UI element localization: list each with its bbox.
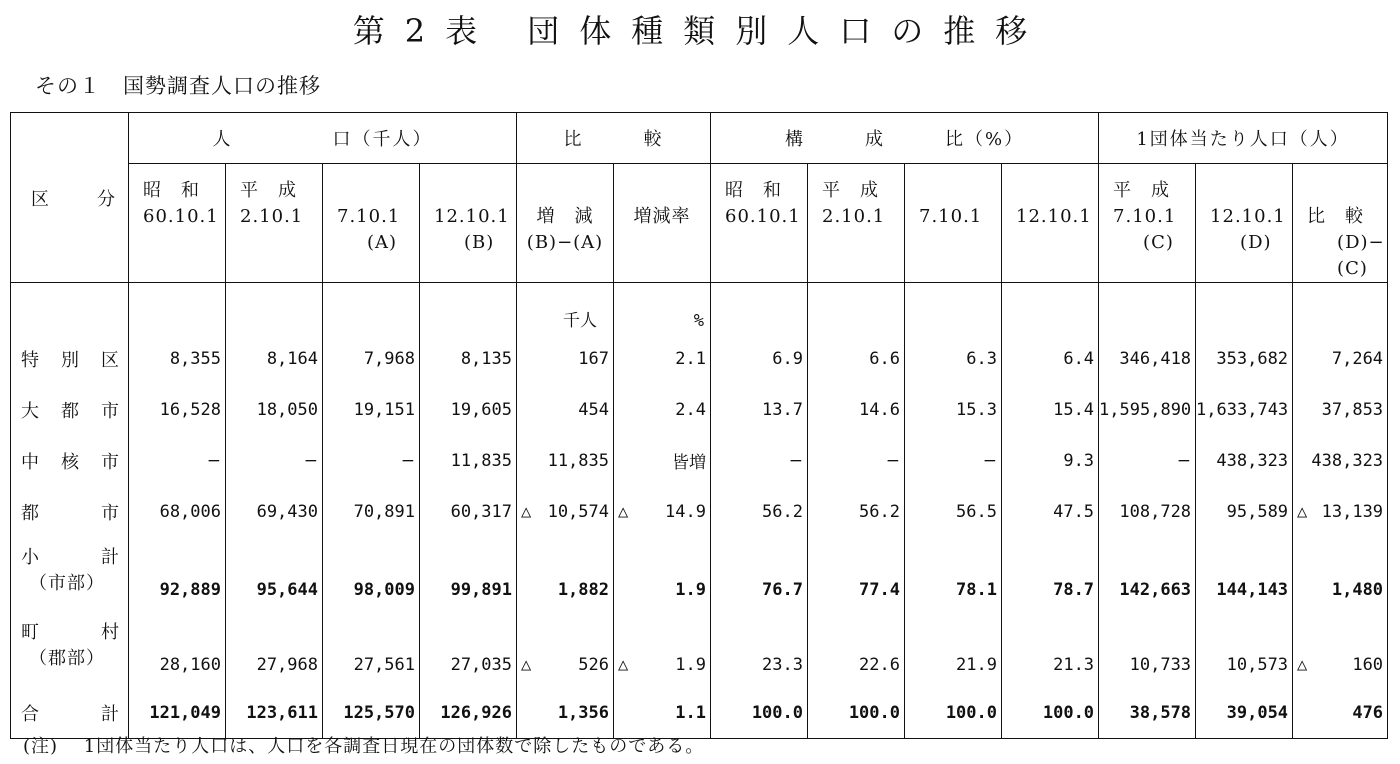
table-cell [420, 687, 517, 739]
cell-value: 346,418 [1119, 348, 1192, 369]
cell-value: 98,009 [353, 580, 415, 600]
cell-value: 526 [578, 655, 609, 675]
table-cell [905, 435, 1002, 486]
pop-col-header-3 [420, 164, 517, 283]
population-table [10, 112, 1388, 739]
table-cell [711, 537, 808, 612]
table-cell [226, 333, 323, 384]
header-ratio: 構 成 比（%） [711, 113, 1099, 164]
header-line-l2: 比 較 [1307, 206, 1365, 227]
row-label-main: 合 計 [21, 703, 121, 725]
cell-value: 8,135 [460, 348, 512, 369]
cell-value: 16,528 [159, 399, 221, 420]
table-cell [1002, 612, 1099, 687]
table-cell [1196, 687, 1293, 739]
cmp-col-header-1 [614, 164, 711, 283]
table-cell [323, 687, 420, 739]
cell-value: 13.7 [762, 399, 803, 420]
header-line-l1: 平 成 [240, 180, 297, 201]
header-line-l1 [517, 178, 613, 204]
cell-value: 77.4 [859, 580, 900, 600]
row-label [11, 687, 129, 739]
table-cell [711, 612, 808, 687]
cell-value: − [400, 450, 415, 471]
pop-col-header-1 [226, 164, 323, 283]
table-cell [614, 537, 711, 612]
table-cell [1196, 384, 1293, 435]
cell-value: 11,835 [450, 450, 512, 471]
cell-value: 438,323 [1311, 450, 1384, 471]
cell-value: 2.1 [675, 348, 706, 369]
cell-value: 56.2 [762, 501, 803, 522]
row-label [11, 333, 129, 384]
unit-cell [1293, 283, 1388, 334]
table-cell [808, 435, 905, 486]
cell-value: 121,049 [149, 702, 221, 723]
header-line-l3 [143, 230, 225, 256]
table-cell [517, 384, 614, 435]
row-label [11, 537, 129, 612]
cell-value: 27,968 [256, 655, 318, 675]
unit-cell [226, 283, 323, 334]
cell-value: 60,317 [450, 501, 512, 522]
cell-value: 38,578 [1129, 702, 1192, 723]
table-cell [1196, 333, 1293, 384]
header-line-l3 [614, 230, 710, 256]
table-cell [129, 537, 226, 612]
row-label [11, 486, 129, 537]
table-cell [226, 537, 323, 612]
cell-value: 476 [1352, 702, 1384, 723]
header-line-l1: 昭 和 [725, 180, 782, 201]
table-cell [808, 384, 905, 435]
cell-value: 23.3 [762, 655, 803, 675]
table-cell [905, 612, 1002, 687]
table-cell [1293, 486, 1388, 537]
table-cell [1099, 435, 1196, 486]
header-line-l3 [822, 230, 904, 256]
header-line-l2: 2.10.1 [822, 206, 886, 227]
row-label-sub: （郡部） [29, 648, 105, 669]
table-row [11, 486, 1388, 537]
per-col-header-0 [1099, 164, 1196, 283]
header-line-l1 [1016, 178, 1098, 204]
cell-value: 1,595,890 [1099, 399, 1192, 420]
table-cell [517, 537, 614, 612]
table-cell [614, 435, 711, 486]
table-cell [1196, 612, 1293, 687]
unit-cell [905, 283, 1002, 334]
cell-value: 76.7 [762, 580, 803, 600]
cell-value: 13,139 [1321, 501, 1384, 522]
table-body [11, 283, 1388, 739]
table-cell [614, 612, 711, 687]
header-line-l1 [337, 178, 419, 204]
table-cell [129, 687, 226, 739]
table-cell [905, 486, 1002, 537]
header-line-l1 [614, 178, 710, 204]
header-compare: 比 較 [517, 113, 711, 164]
header-line-l1 [1307, 178, 1387, 204]
cell-value: 14.9 [665, 501, 706, 522]
cell-value: 1,356 [557, 702, 609, 723]
cell-value: 9.3 [1063, 450, 1095, 471]
row-label [11, 435, 129, 486]
table-cell [1002, 486, 1099, 537]
cell-value: − [1176, 450, 1192, 471]
table-cell [226, 486, 323, 537]
table-cell [905, 537, 1002, 612]
table-cell [420, 486, 517, 537]
cell-value: 126,926 [440, 702, 512, 723]
unit-cell [11, 283, 129, 334]
table-cell [129, 333, 226, 384]
table-cell [323, 537, 420, 612]
unit-cell [1196, 283, 1293, 334]
cell-value: − [206, 450, 221, 471]
table-cell [808, 486, 905, 537]
table-cell [808, 612, 905, 687]
table-cell [129, 486, 226, 537]
table-cell [711, 486, 808, 537]
ratio-col-header-0 [711, 164, 808, 283]
header-line-l3 [240, 230, 322, 256]
per-col-header-1 [1196, 164, 1293, 283]
header-line-l2: 12.10.1 [434, 206, 510, 227]
cell-value: 6.9 [772, 348, 803, 369]
page-title: 第2表 団体種類別人口の推移 [352, 12, 1048, 50]
table-row [11, 687, 1388, 739]
unit-cell [323, 283, 420, 334]
table-cell [711, 435, 808, 486]
header-line-l2: 7.10.1 [337, 206, 401, 227]
cell-value: 1.1 [675, 702, 706, 723]
cell-value: 125,570 [343, 702, 415, 723]
cell-value: 1,633,743 [1196, 399, 1289, 420]
table-cell [1293, 333, 1388, 384]
table-cell [129, 435, 226, 486]
header-line-l3: (B)−(A) [526, 232, 604, 253]
cell-value: 18,050 [256, 399, 318, 420]
header-line-l3: (B) [464, 232, 495, 253]
cell-value: 37,853 [1321, 399, 1384, 420]
cell-value: 95,589 [1226, 501, 1289, 522]
cell-value: 1.9 [675, 655, 706, 675]
pop-col-header-2 [323, 164, 420, 283]
header-line-l3 [1016, 230, 1098, 256]
table-cell [129, 612, 226, 687]
cell-value: 10,574 [547, 501, 609, 522]
table-cell [226, 687, 323, 739]
table-cell [1002, 435, 1099, 486]
cell-value: − [885, 450, 900, 471]
table-cell [1099, 486, 1196, 537]
header-line-l2: 増 減 [536, 206, 594, 227]
table-cell [614, 687, 711, 739]
table-cell [420, 612, 517, 687]
table-cell [808, 687, 905, 739]
table-subtitle: その１ 国勢調査人口の推移 [35, 74, 321, 98]
header-kubun: 区 分 [11, 113, 129, 283]
cell-value: 78.7 [1053, 580, 1095, 600]
header-line-l2: 12.10.1 [1016, 206, 1092, 227]
cell-value: 27,035 [450, 655, 512, 675]
cell-value: 39,054 [1226, 702, 1289, 723]
cmp-col-header-0 [517, 164, 614, 283]
table-cell [1002, 537, 1099, 612]
decrease-mark: △ [1297, 655, 1308, 675]
header-line-l2: 7.10.1 [1113, 206, 1177, 227]
table-cell [517, 687, 614, 739]
table-cell [1293, 435, 1388, 486]
table-row [11, 537, 1388, 612]
cell-value: 皆増 [672, 453, 706, 473]
table-cell [517, 612, 614, 687]
decrease-mark: △ [1297, 501, 1308, 522]
table-cell [323, 384, 420, 435]
table-cell [1002, 333, 1099, 384]
cell-value: 68,006 [159, 501, 221, 522]
table-cell [905, 384, 1002, 435]
row-label-main: 小 計 [21, 547, 121, 568]
unit-row [11, 283, 1388, 334]
cell-value: 123,611 [246, 702, 318, 723]
table-cell [1293, 537, 1388, 612]
cell-value: 100.0 [945, 702, 997, 723]
table-cell [226, 384, 323, 435]
cell-value: 108,728 [1119, 501, 1192, 522]
header-row-1 [11, 113, 1388, 164]
table-cell [1099, 687, 1196, 739]
cell-value: 15.3 [956, 399, 997, 420]
unit-rate: % [614, 283, 711, 334]
cell-value: 21.9 [956, 655, 997, 675]
cell-value: 28,160 [159, 655, 221, 675]
cell-value: 142,663 [1119, 580, 1192, 600]
table-cell [905, 333, 1002, 384]
cell-value: − [303, 450, 318, 471]
cell-value: 2.4 [675, 399, 706, 420]
header-line-l3 [725, 230, 807, 256]
unit-change: 千人 [517, 283, 614, 334]
table-row [11, 384, 1388, 435]
cell-value: 27,561 [353, 655, 415, 675]
cell-value: 144,143 [1216, 580, 1289, 600]
cell-value: 1,480 [1331, 580, 1384, 600]
unit-cell [1099, 283, 1196, 334]
table-cell [1099, 612, 1196, 687]
table-cell [808, 333, 905, 384]
cell-value: 100.0 [1042, 702, 1095, 723]
cell-value: 19,151 [353, 399, 415, 420]
table-cell [323, 435, 420, 486]
header-line-l3: (C) [1143, 232, 1174, 253]
cell-value: 10,573 [1226, 655, 1289, 675]
table-cell [323, 612, 420, 687]
row-label-main: 特 別 区 [21, 349, 121, 371]
cell-value: 22.6 [859, 655, 900, 675]
cell-value: 11,835 [547, 450, 609, 471]
cell-value: 353,682 [1216, 348, 1289, 369]
cell-value: 7,968 [363, 348, 415, 369]
table-cell [614, 384, 711, 435]
cell-value: 15.4 [1053, 399, 1095, 420]
header-line-l3: (D) [1240, 232, 1272, 253]
table-cell [1099, 333, 1196, 384]
row-label [11, 612, 129, 687]
table-cell [1293, 687, 1388, 739]
header-line-l3: (A) [367, 232, 398, 253]
cell-value: 100.0 [751, 702, 803, 723]
cell-value: − [982, 450, 997, 471]
unit-cell [808, 283, 905, 334]
table-row [11, 435, 1388, 486]
table-cell [1293, 384, 1388, 435]
ratio-col-header-2 [905, 164, 1002, 283]
cell-value: 8,164 [266, 348, 318, 369]
cell-value: 1,882 [557, 580, 609, 600]
header-line-l1 [919, 178, 1001, 204]
header-line-l2: 12.10.1 [1210, 206, 1286, 227]
table-row [11, 612, 1388, 687]
ratio-col-header-1 [808, 164, 905, 283]
row-label-main: 町 村 [21, 622, 121, 643]
header-line-l1: 昭 和 [143, 180, 200, 201]
table-cell [808, 537, 905, 612]
cell-value: 14.6 [859, 399, 900, 420]
unit-cell [129, 283, 226, 334]
table-cell [1196, 435, 1293, 486]
cell-value: 1.9 [675, 580, 706, 600]
cell-value: 438,323 [1216, 450, 1289, 471]
table-cell [1002, 687, 1099, 739]
unit-cell [711, 283, 808, 334]
table-cell [1196, 537, 1293, 612]
pop-col-header-0 [129, 164, 226, 283]
cell-value: 99,891 [450, 580, 512, 600]
row-label-main: 都 市 [21, 502, 121, 524]
table-cell [905, 687, 1002, 739]
per-col-header-2 [1293, 164, 1388, 283]
ratio-col-header-3 [1002, 164, 1099, 283]
header-line-l1 [434, 178, 516, 204]
cell-value: 70,891 [353, 501, 415, 522]
table-cell [323, 486, 420, 537]
cell-value: 78.1 [956, 580, 997, 600]
decrease-mark: △ [618, 501, 629, 522]
table-cell [420, 435, 517, 486]
header-line-l2: 60.10.1 [725, 206, 801, 227]
table-row [11, 333, 1388, 384]
table-cell [1099, 537, 1196, 612]
cell-value: 21.3 [1053, 655, 1095, 675]
cell-value: 6.6 [869, 348, 900, 369]
header-line-l1: 平 成 [822, 180, 879, 201]
row-label-main: 大 都 市 [21, 400, 121, 422]
cell-value: 69,430 [256, 501, 318, 522]
table-cell [1293, 612, 1388, 687]
cell-value: 95,644 [256, 580, 318, 600]
table-cell [711, 384, 808, 435]
cell-value: 6.3 [966, 348, 997, 369]
table-cell [614, 333, 711, 384]
table-cell [517, 435, 614, 486]
table-cell [129, 384, 226, 435]
header-per-entity: 1団体当たり人口（人） [1099, 113, 1388, 164]
cell-value: 8,355 [169, 348, 221, 369]
cell-value: 454 [578, 399, 609, 420]
cell-value: 47.5 [1053, 501, 1095, 522]
table-cell [517, 333, 614, 384]
cell-value: 6.4 [1063, 348, 1095, 369]
table-cell [226, 435, 323, 486]
header-line-l2: 増減率 [633, 206, 691, 227]
cell-value: 56.5 [956, 501, 997, 522]
table-cell [420, 537, 517, 612]
header-line-l2: 60.10.1 [143, 206, 219, 227]
decrease-mark: △ [521, 655, 532, 675]
cell-value: 56.2 [859, 501, 900, 522]
table-cell [420, 384, 517, 435]
table-cell [323, 333, 420, 384]
table-cell [226, 612, 323, 687]
header-line-l2: 7.10.1 [919, 206, 983, 227]
cell-value: 160 [1352, 655, 1384, 675]
header-line-l2: 2.10.1 [240, 206, 304, 227]
table-cell [614, 486, 711, 537]
unit-cell [420, 283, 517, 334]
row-label [11, 384, 129, 435]
table-cell [1002, 384, 1099, 435]
header-line-l3: (D)−(C) [1337, 232, 1385, 279]
row-label-sub: （市部） [29, 573, 105, 594]
decrease-mark: △ [521, 501, 532, 522]
row-label-main: 中 核 市 [21, 451, 121, 473]
cell-value: 100.0 [848, 702, 900, 723]
table-cell [517, 486, 614, 537]
table-cell [1099, 384, 1196, 435]
header-line-l1 [1210, 178, 1292, 204]
table-cell [711, 333, 808, 384]
cell-value: 167 [578, 348, 609, 369]
table-cell [711, 687, 808, 739]
cell-value: 10,733 [1129, 655, 1192, 675]
header-population: 人 口（千人） [129, 113, 517, 164]
table-cell [420, 333, 517, 384]
header-line-l1: 平 成 [1113, 180, 1171, 201]
cell-value: 92,889 [159, 580, 221, 600]
cell-value: 7,264 [1331, 348, 1384, 369]
footnote: (注) 1団体当たり人口は、人口を各調査日現在の団体数で除したものである。 [23, 736, 705, 757]
header-row-2 [11, 164, 1388, 283]
cell-value: 19,605 [450, 399, 512, 420]
unit-cell [1002, 283, 1099, 334]
table-cell [1196, 486, 1293, 537]
decrease-mark: △ [618, 655, 629, 675]
cell-value: − [788, 450, 803, 471]
header-line-l3 [919, 230, 1001, 256]
